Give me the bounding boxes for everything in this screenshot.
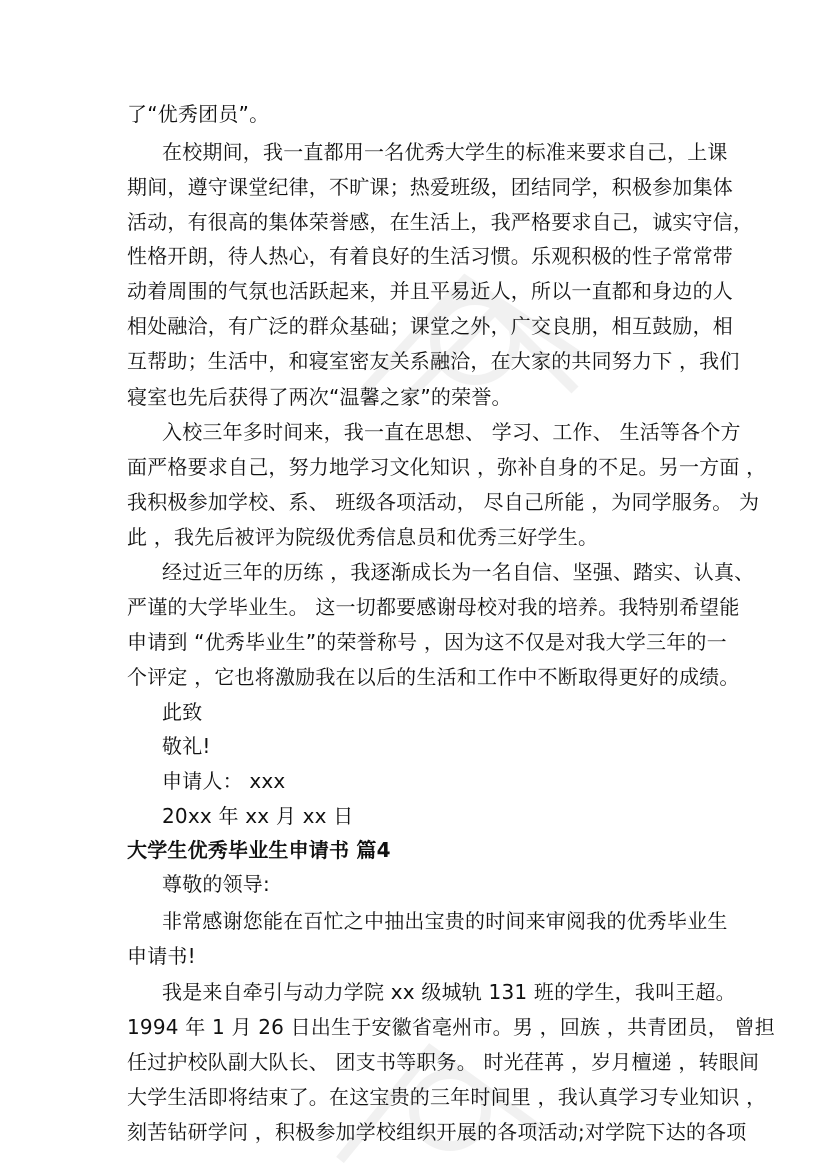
text-line: 期间，遵守课堂纪律，不旷课；热爱班级，团结同学，积极参加集体 [127, 175, 733, 199]
paragraph-start: 经过近三年的历练 ，我逐渐成长为一名自信、坚强、踏实、认真、 [162, 560, 755, 584]
paragraph-start: 入校三年多时间来，我一直在思想、 学习、工作、 生活等各个方 [162, 420, 741, 444]
text-line: 互帮助；生活中，和寝室密友关系融洽，在大家的共同努力下 ，我们 [127, 349, 740, 373]
section-heading: 大学生优秀毕业生申请书 篇4 [127, 838, 391, 862]
text-line: 申请书! [127, 944, 196, 968]
text-line: 相处融洽，有广泛的群众基础；课堂之外，广交良朋，相互鼓励，相 [127, 314, 733, 338]
text-line: 申请到 “优秀毕业生”的荣誉称号 ，因为这不仅是对我大学三年的一 [127, 630, 727, 654]
greeting: 尊敬的领导: [162, 872, 270, 896]
text-line: 寝室也先后获得了两次“温馨之家”的荣誉。 [127, 385, 512, 409]
text-line: 任过护校队副大队长、 团支书等职务。 时光荏苒 ，岁月檀递 ，转眼间 [127, 1050, 760, 1074]
text-line: 性格开朗，待人热心，有着良好的生活习惯。乐观积极的性子常常带 [127, 244, 733, 268]
text-line: 严谨的大学毕业生。 这一切都要感谢母校对我的培养。我特别希望能 [127, 595, 740, 619]
paragraph-start: 在校期间，我一直都用一名优秀大学生的标准来要求自己，上课 [162, 140, 728, 164]
text-line: 了“优秀团员”。 [127, 102, 270, 126]
text-line: 刻苦钻研学问 ，积极参加学校组织开展的各项活动;对学院下达的各项 [127, 1120, 747, 1144]
text-line: 1994 年 1 月 26 日出生于安徽省亳州市。男 ，回族 ，共青团员， 曾担 [127, 1015, 775, 1039]
text-line: 活动，有很高的集体荣誉感，在生活上，我严格要求自己，诚实守信， [127, 210, 754, 234]
paragraph-start: 我是来自牵引与动力学院 xx 级城轨 131 班的学生，我叫王超。 [162, 980, 736, 1004]
text-line: 动着周围的气氛也活跃起来，并且平易近人，所以一直都和身边的人 [127, 279, 733, 303]
date-line: 20xx 年 xx 月 xx 日 [162, 804, 354, 828]
text-line: 个评定 ，它也将激励我在以后的生活和工作中不断取得更好的成绩。 [127, 665, 740, 689]
closing-salutation: 此致 [162, 700, 203, 724]
text-line: 此 ，我先后被评为院级优秀信息员和优秀三好学生。 [127, 525, 599, 549]
paragraph-start: 非常感谢您能在百忙之中抽出宝贵的时间来审阅我的优秀毕业生 [162, 909, 728, 933]
applicant-signature: 申请人： xxx [162, 769, 286, 793]
closing-regards: 敬礼! [162, 734, 211, 758]
text-line: 大学生活即将结束了。在这宝贵的三年时间里 ，我认真学习专业知识 ， [127, 1085, 767, 1109]
text-line: 面严格要求自己，努力地学习文化知识 ，弥补自身的不足。另一方面 ， [127, 455, 767, 479]
text-line: 我积极参加学校、系、 班级各项活动， 尽自己所能 ，为同学服务。 为 [127, 490, 760, 514]
